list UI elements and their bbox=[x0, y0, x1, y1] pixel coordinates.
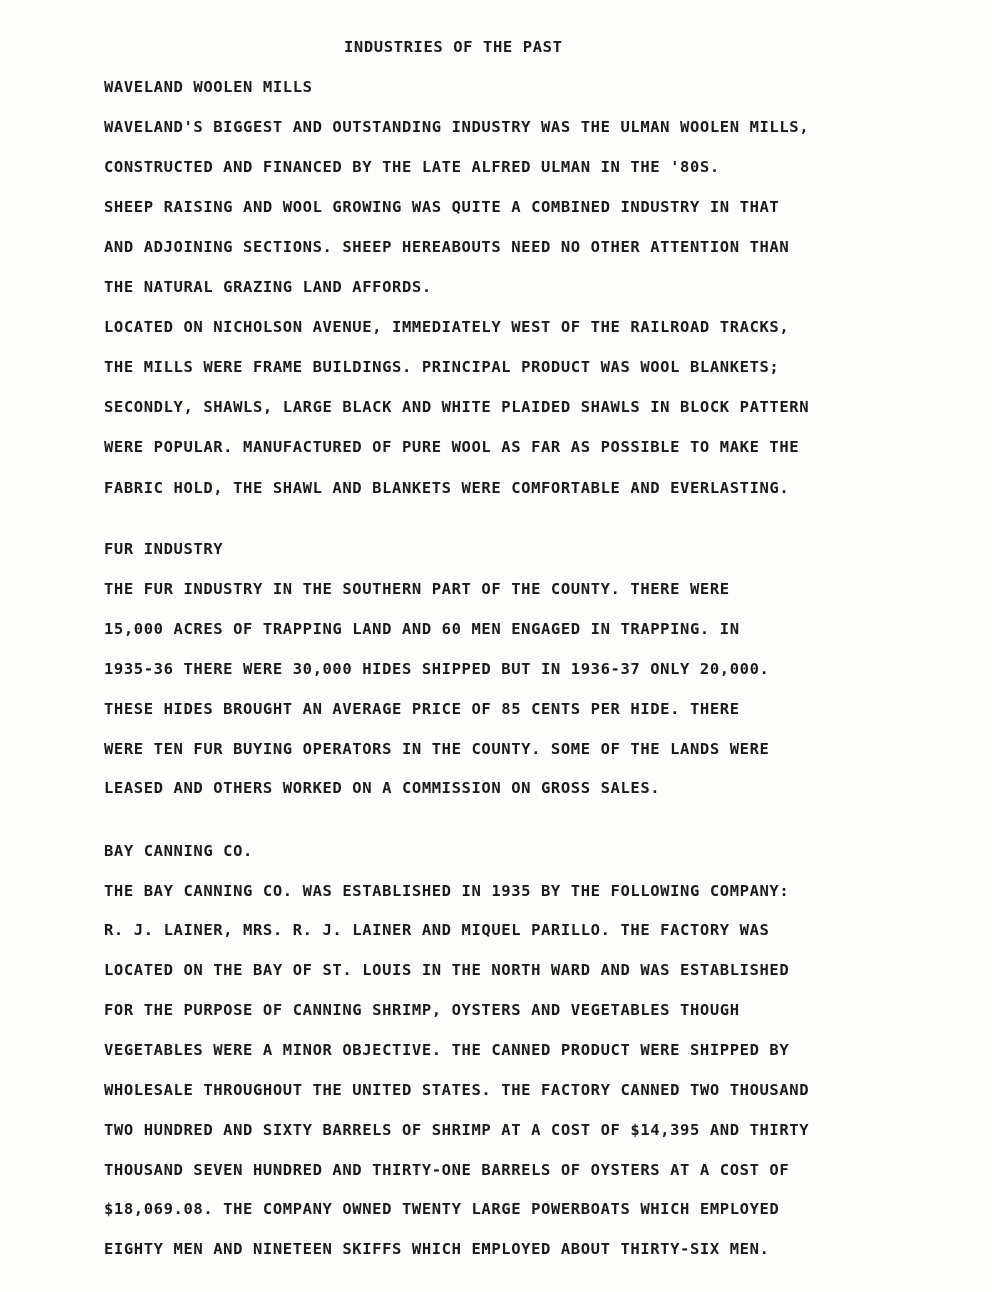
paragraph-line: THE NATURAL GRAZING LAND AFFORDS. bbox=[104, 278, 432, 296]
page-title: INDUSTRIES OF THE PAST bbox=[344, 38, 563, 56]
paragraph-line: VEGETABLES WERE A MINOR OBJECTIVE. THE CANNED PRODUCT WERE SHIPPED BY bbox=[104, 1041, 790, 1059]
paragraph-line: WAVELAND'S BIGGEST AND OUTSTANDING INDUSTRY WAS THE ULMAN WOOLEN MILLS, bbox=[104, 118, 810, 136]
paragraph-line: THESE HIDES BROUGHT AN AVERAGE PRICE OF 85 CENTS PER HIDE. THERE bbox=[104, 700, 740, 718]
paragraph-line: EIGHTY MEN AND NINETEEN SKIFFS WHICH EMPLOYED ABOUT THIRTY-SIX MEN. bbox=[104, 1240, 770, 1258]
paragraph-line: $18,069.08. THE COMPANY OWNED TWENTY LARGE POWERBOATS WHICH EMPLOYED bbox=[104, 1200, 780, 1218]
paragraph-line: AND ADJOINING SECTIONS. SHEEP HEREABOUTS NEED NO OTHER ATTENTION THAN bbox=[104, 238, 790, 256]
section-heading-fur-industry: FUR INDUSTRY bbox=[104, 540, 224, 558]
section-heading-bay-canning: BAY CANNING CO. bbox=[104, 842, 253, 860]
paragraph-line: SECONDLY, SHAWLS, LARGE BLACK AND WHITE PLAIDED SHAWLS IN BLOCK PATTERN bbox=[104, 398, 810, 416]
paragraph-line: CONSTRUCTED AND FINANCED BY THE LATE ALFRED ULMAN IN THE '80S. bbox=[104, 158, 720, 176]
paragraph-line: 1935-36 THERE WERE 30,000 HIDES SHIPPED BUT IN 1936-37 ONLY 20,000. bbox=[104, 660, 770, 678]
paragraph-line: TWO HUNDRED AND SIXTY BARRELS OF SHRIMP AT A COST OF $14,395 AND THIRTY bbox=[104, 1121, 810, 1139]
paragraph-line: WERE TEN FUR BUYING OPERATORS IN THE COUNTY. SOME OF THE LANDS WERE bbox=[104, 740, 770, 758]
paragraph-line: THE BAY CANNING CO. WAS ESTABLISHED IN 1935 BY THE FOLLOWING COMPANY: bbox=[104, 882, 790, 900]
paragraph-line: WHOLESALE THROUGHOUT THE UNITED STATES. THE FACTORY CANNED TWO THOUSAND bbox=[104, 1081, 810, 1099]
paragraph-line: FOR THE PURPOSE OF CANNING SHRIMP, OYSTERS AND VEGETABLES THOUGH bbox=[104, 1001, 740, 1019]
paragraph-line: 15,000 ACRES OF TRAPPING LAND AND 60 MEN ENGAGED IN TRAPPING. IN bbox=[104, 620, 740, 638]
paragraph-line: LOCATED ON NICHOLSON AVENUE, IMMEDIATELY WEST OF THE RAILROAD TRACKS, bbox=[104, 318, 790, 336]
paragraph-line: FABRIC HOLD, THE SHAWL AND BLANKETS WERE COMFORTABLE AND EVERLASTING. bbox=[104, 479, 790, 497]
paragraph-line: THOUSAND SEVEN HUNDRED AND THIRTY-ONE BARRELS OF OYSTERS AT A COST OF bbox=[104, 1161, 790, 1179]
paragraph-line: WERE POPULAR. MANUFACTURED OF PURE WOOL AS FAR AS POSSIBLE TO MAKE THE bbox=[104, 438, 800, 456]
paragraph-line: R. J. LAINER, MRS. R. J. LAINER AND MIQUEL PARILLO. THE FACTORY WAS bbox=[104, 921, 770, 939]
paragraph-line: THE MILLS WERE FRAME BUILDINGS. PRINCIPAL PRODUCT WAS WOOL BLANKETS; bbox=[104, 358, 780, 376]
section-heading-woolen-mills: WAVELAND WOOLEN MILLS bbox=[104, 78, 313, 96]
paragraph-line: LEASED AND OTHERS WORKED ON A COMMISSION ON GROSS SALES. bbox=[104, 779, 661, 797]
paragraph-line: THE FUR INDUSTRY IN THE SOUTHERN PART OF THE COUNTY. THERE WERE bbox=[104, 580, 730, 598]
paragraph-line: SHEEP RAISING AND WOOL GROWING WAS QUITE A COMBINED INDUSTRY IN THAT bbox=[104, 198, 780, 216]
paragraph-line: LOCATED ON THE BAY OF ST. LOUIS IN THE NORTH WARD AND WAS ESTABLISHED bbox=[104, 961, 790, 979]
